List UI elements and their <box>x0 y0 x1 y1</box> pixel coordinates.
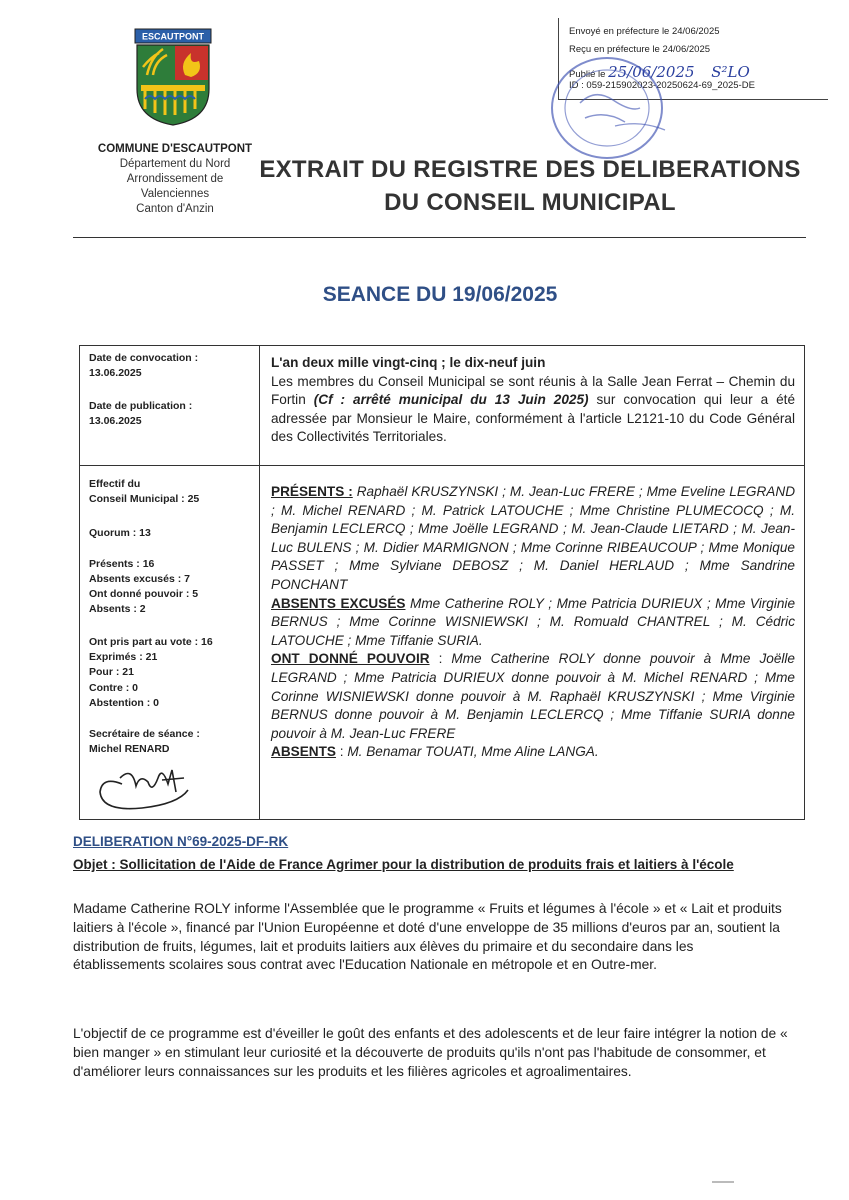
excuses-list: Mme Catherine ROLY ; Mme Patricia DURIEUX ; Mme Virginie BERNUS ; Mme Corinne WISNIEWSKI ; M. Romuald CHANTREL ; M. Cédric LATOUCHE ; Mme Tiffanie SURIA. <box>271 595 796 648</box>
deliberation-objet: Objet : Sollicitation de l'Aide de France Agrimer pour la distribution de produits frais et laitiers à l'école <box>73 857 734 872</box>
commune-department: Département du Nord <box>119 158 231 170</box>
presents-count: Présents : 16 <box>89 558 155 570</box>
body-paragraph-2: L'objectif de ce programme est d'éveiller le goût des enfants et des adolescents et de leur faire intégrer la notion de « bien manger » en stimulant leur curiosité et la découverte de produits qu'ils n'ont pas l'habitude de consommer, et d'améliorer leurs connaissances sur les produits et les filières agricoles et agroalimentaires. <box>73 1026 788 1079</box>
excuses-heading: ABSENTS EXCUSÉS <box>271 595 406 611</box>
prefecture-received: Reçu en préfecture le 24/06/2025 <box>569 44 711 55</box>
page-marker <box>712 1181 734 1183</box>
pouvoir-count: Ont donné pouvoir : 5 <box>89 588 199 600</box>
commune-arrondissement: Arrondissement de <box>126 173 224 185</box>
prefecture-published-date: 25/06/2025 <box>608 63 695 81</box>
secretaire-label: Secrétaire de séance : <box>89 728 200 740</box>
convocation-date-label: Date de convocation : <box>89 352 199 364</box>
secretary-signature <box>92 756 212 816</box>
attendance: PRÉSENTS : Raphaël KRUSZYNSKI ; M. Jean-Luc FRERE ; Mme Eveline LEGRAND ; M. Michel RENARD ; M. Patrick LATOUCHE ; Mme Christine PLUMECOCQ ; M. Benjamin LECLERCQ ; Mme Joëlle LEGRAND ; M. Jean-Claude LIETARD ; M. Jean-Luc BULENS ; M. Didier MARMIGNON ; Mme Corinne RIBEAUCOUP ; Mme Monique PASSET ; Mme Sylviane DEBOSZ ; M. Daniel HERLAUD ; Mme Sandrine PONCHANT ABSENTS EXCUSÉS Mme Catherine ROLY ; Mme Patricia DURIEUX ; Mme Virginie BERNUS ; Mme Corinne WISNIEWSKI ; M. Romuald CHANTREL ; M. Cédric LATOUCHE ; Mme Tiffanie SURIA. ONT DONNÉ POUVOIR : Mme Catherine ROLY donne pouvoir à Mme Joëlle LEGRAND ; Mme Patricia DURIEUX donne pouvoir à M. Michel RENARD ; Mme Corinne WISNIEWSKI donne pouvoir à M. Raphaël KRUSZYNSKI ; Mme Virginie BERNUS donne pouvoir à M. Benjamin LECLERCQ ; Mme Tiffanie SURIA donne pouvoir à M. Jean-Luc FRERE ABSENTS : M. Benamar TOUATI, Mme Aline LANGA. <box>271 484 796 760</box>
prefecture-sent: Envoyé en préfecture le 24/06/2025 <box>569 26 720 37</box>
title-line-2: DU CONSEIL MUNICIPAL <box>384 189 676 216</box>
table-column-divider <box>259 346 260 819</box>
intro-text <box>271 373 795 447</box>
secretaire-name: Michel RENARD <box>89 743 170 755</box>
prefecture-id: ID : 059-215902023-20250624-69_2025-DE <box>569 80 755 91</box>
session-table <box>79 345 805 820</box>
commune-canton: Canton d'Anzin <box>136 203 214 215</box>
crest-banner: ESCAUTPONT <box>141 31 205 42</box>
effectif-label: Effectif du <box>89 478 141 490</box>
absents-heading: ABSENTS <box>271 744 336 760</box>
absents-count: Absents : 2 <box>89 603 146 615</box>
document-title <box>240 153 820 219</box>
publication-date-label: Date de publication : <box>89 400 193 412</box>
abstention-count: Abstention : 0 <box>89 697 159 709</box>
table-row-divider <box>80 465 804 466</box>
vote-count: Ont pris part au vote : 16 <box>89 636 213 648</box>
pour-count: Pour : 21 <box>89 666 134 678</box>
exprimes-count: Exprimés : 21 <box>89 651 158 663</box>
pouvoir-list: Mme Catherine ROLY donne pouvoir à Mme Joëlle LEGRAND ; Mme Patricia DURIEUX donne pouvoir à M. Michel RENARD ; Mme Corinne WISNIEWSKI donne pouvoir à M. Raphaël KRUSZYNSKI ; Mme Virginie BERNUS donne pouvoir à M. Benjamin LECLERCQ ; Mme Tiffanie SURIA donne pouvoir à M. Jean-Luc FRERE <box>271 651 795 741</box>
presents-list: Raphaël KRUSZYNSKI ; M. Jean-Luc FRERE ; Mme Eveline LEGRAND ; M. Michel RENARD ; M. Patrick LATOUCHE ; Mme Christine PLUMECOCQ ; M. Benjamin LECLERCQ ; Mme Joëlle LEGRAND ; M. Jean-Claude LIETARD ; M. Jean-Luc BULENS ; M. Didier MARMIGNON ; Mme Corinne RIBEAUCOUP ; Mme Monique PASSET ; Mme Sylviane DEBOSZ ; M. Daniel HERLAUD ; Mme Sandrine PONCHANT <box>271 484 796 592</box>
intro-heading: L'an deux mille vingt-cinq ; le dix-neuf juin <box>271 355 546 370</box>
intro-text-b: sur convocation qui leur a été adressée par Monsieur le Maire, conformément à l'article L2121-10 du Code Général des Collectivités Territoriales. <box>271 392 796 445</box>
presents-heading: PRÉSENTS : <box>271 484 353 499</box>
prefecture-slo-mark: S²LO <box>711 63 750 81</box>
session-intro <box>271 354 795 447</box>
intro-arrete: (Cf : arrêté municipal du 13 Juin 2025) <box>313 392 589 408</box>
body-paragraph-1: Madame Catherine ROLY informe l'Assemblée que le programme « Fruits et légumes à l'école » et « Lait et produits laitiers à l'école », financé par l'Union Européenne et doté d'une enveloppe de 35 millions d'euros par an, soutient la distribution de fruits, légumes, lait et produits laitiers aux élèves du primaire et du secondaire dans les établissements scolaires sous contrat avec l'Education Nationale en métropole et en Outre-mer. <box>73 901 782 973</box>
pouvoir-heading: ONT DONNÉ POUVOIR <box>271 651 430 667</box>
commune-arrondissement-city: Valenciennes <box>140 188 210 200</box>
publication-date: 13.06.2025 <box>89 415 142 427</box>
title-divider <box>73 237 806 238</box>
commune-crest <box>133 27 213 127</box>
contre-count: Contre : 0 <box>89 682 139 694</box>
convocation-date: 13.06.2025 <box>89 367 142 379</box>
commune-name: COMMUNE D'ESCAUTPONT <box>97 143 253 155</box>
absents-excuses-count: Absents excusés : 7 <box>89 573 190 585</box>
absents-list: M. Benamar TOUATI, Mme Aline LANGA. <box>347 744 599 760</box>
seance-date: SEANCE DU 19/06/2025 <box>322 283 558 306</box>
quorum: Quorum : 13 <box>89 527 151 539</box>
deliberation-number: DELIBERATION N°69-2025-DF-RK <box>73 834 289 849</box>
effectif-value: Conseil Municipal : 25 <box>89 493 200 505</box>
intro-text-a: Les membres du Conseil Municipal se sont réunis à la Salle Jean Ferrat – Chemin du Fortin <box>271 373 795 408</box>
prefecture-published-label: Publié le <box>569 69 606 80</box>
title-line-1: EXTRAIT DU REGISTRE DES DELIBERATIONS <box>259 156 801 183</box>
mayor-stamp <box>545 48 675 163</box>
